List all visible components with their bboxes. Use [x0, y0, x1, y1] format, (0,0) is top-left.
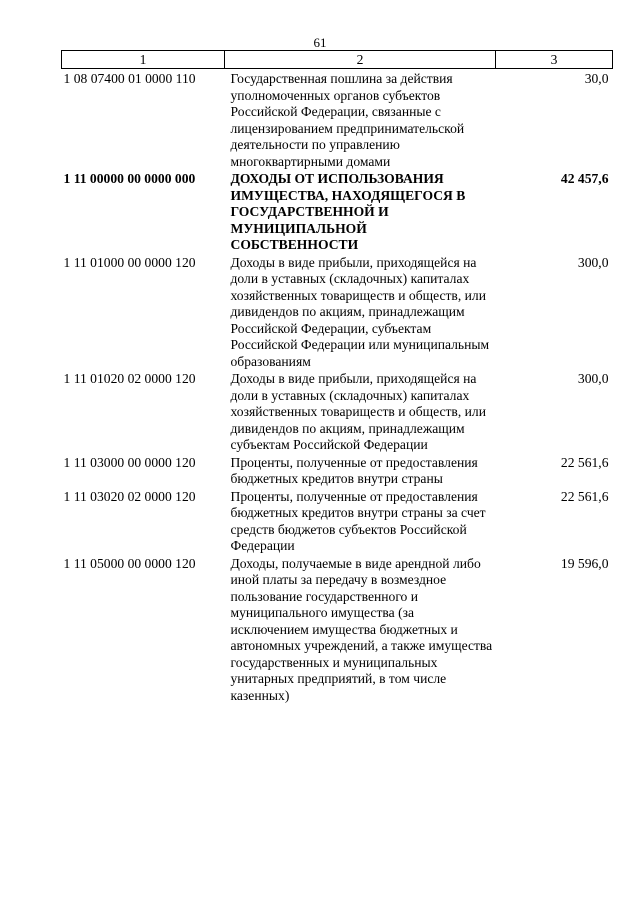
page-number: 61 [313, 35, 327, 50]
column-header-description: 2 [225, 51, 496, 69]
table-header-row [62, 51, 613, 69]
row-description: Проценты, полученные от предоставления бюджетных кредитов внутри страны за счет средств бюджетов субъектов Российской Федерации [230, 488, 486, 553]
row-code: 1 11 00000 00 0000 000 [63, 171, 196, 186]
row-amount: 22 561,6 [560, 488, 609, 504]
row-description: ДОХОДЫ ОТ ИСПОЛЬЗОВАНИЯ ИМУЩЕСТВА, НАХОДЯЩЕГОСЯ В ГОСУДАРСТВЕННОЙ И МУНИЦИПАЛЬНОЙ СОБСТВЕННОСТИ [230, 171, 466, 252]
row-amount: 42 457,6 [560, 171, 609, 186]
row-description: Доходы в виде прибыли, приходящейся на доли в уставных (складочных) капиталах хозяйственных товариществ и обществ, или дивидендов по акциям, принадлежащим Российской Федерации, субъектам Российской Федерации или муниципальным образованиям [230, 254, 490, 369]
row-amount: 19 596,0 [560, 555, 609, 571]
row-code: 1 11 01000 00 0000 120 [63, 254, 196, 270]
row-amount: 300,0 [577, 254, 609, 270]
row-code: 1 08 07400 01 0000 110 [63, 71, 196, 86]
row-code: 1 11 03020 02 0000 120 [63, 488, 196, 504]
row-code: 1 11 05000 00 0000 120 [63, 555, 196, 571]
table-row [62, 69, 613, 171]
row-description: Доходы, получаемые в виде арендной либо иной платы за передачу в возмездное пользование государственного и муниципального имущества (за исключением имущества бюджетных и автономных учреждений, а также имущества государственных и муниципальных унитарных предприятий, в том числе казенных) [230, 555, 493, 703]
budget-revenue-table [61, 50, 613, 704]
row-amount: 22 561,6 [560, 454, 609, 470]
table-row [62, 555, 613, 705]
row-amount: 300,0 [577, 371, 609, 386]
row-description: Государственная пошлина за действия уполномоченных органов субъектов Российской Федерации, связанные с лицензированием предпринимательской деятельности по управлению многоквартирными домами [230, 71, 465, 169]
table-row [62, 488, 613, 555]
row-code: 1 11 01020 02 0000 120 [63, 371, 196, 386]
table-row [62, 370, 613, 454]
column-header-code: 1 [62, 51, 225, 69]
row-code: 1 11 03000 00 0000 120 [63, 454, 196, 470]
row-description: Доходы в виде прибыли, приходящейся на доли в уставных (складочных) капиталах хозяйственных товариществ и обществ, или дивидендов по акциям, принадлежащим субъектам Российской Федерации [230, 371, 486, 452]
row-description: Проценты, полученные от предоставления бюджетных кредитов внутри страны [230, 454, 478, 486]
table-row [62, 454, 613, 488]
table-row [62, 254, 613, 371]
row-amount: 30,0 [584, 71, 609, 86]
column-header-amount: 3 [496, 51, 613, 69]
table-row-section [62, 170, 613, 254]
